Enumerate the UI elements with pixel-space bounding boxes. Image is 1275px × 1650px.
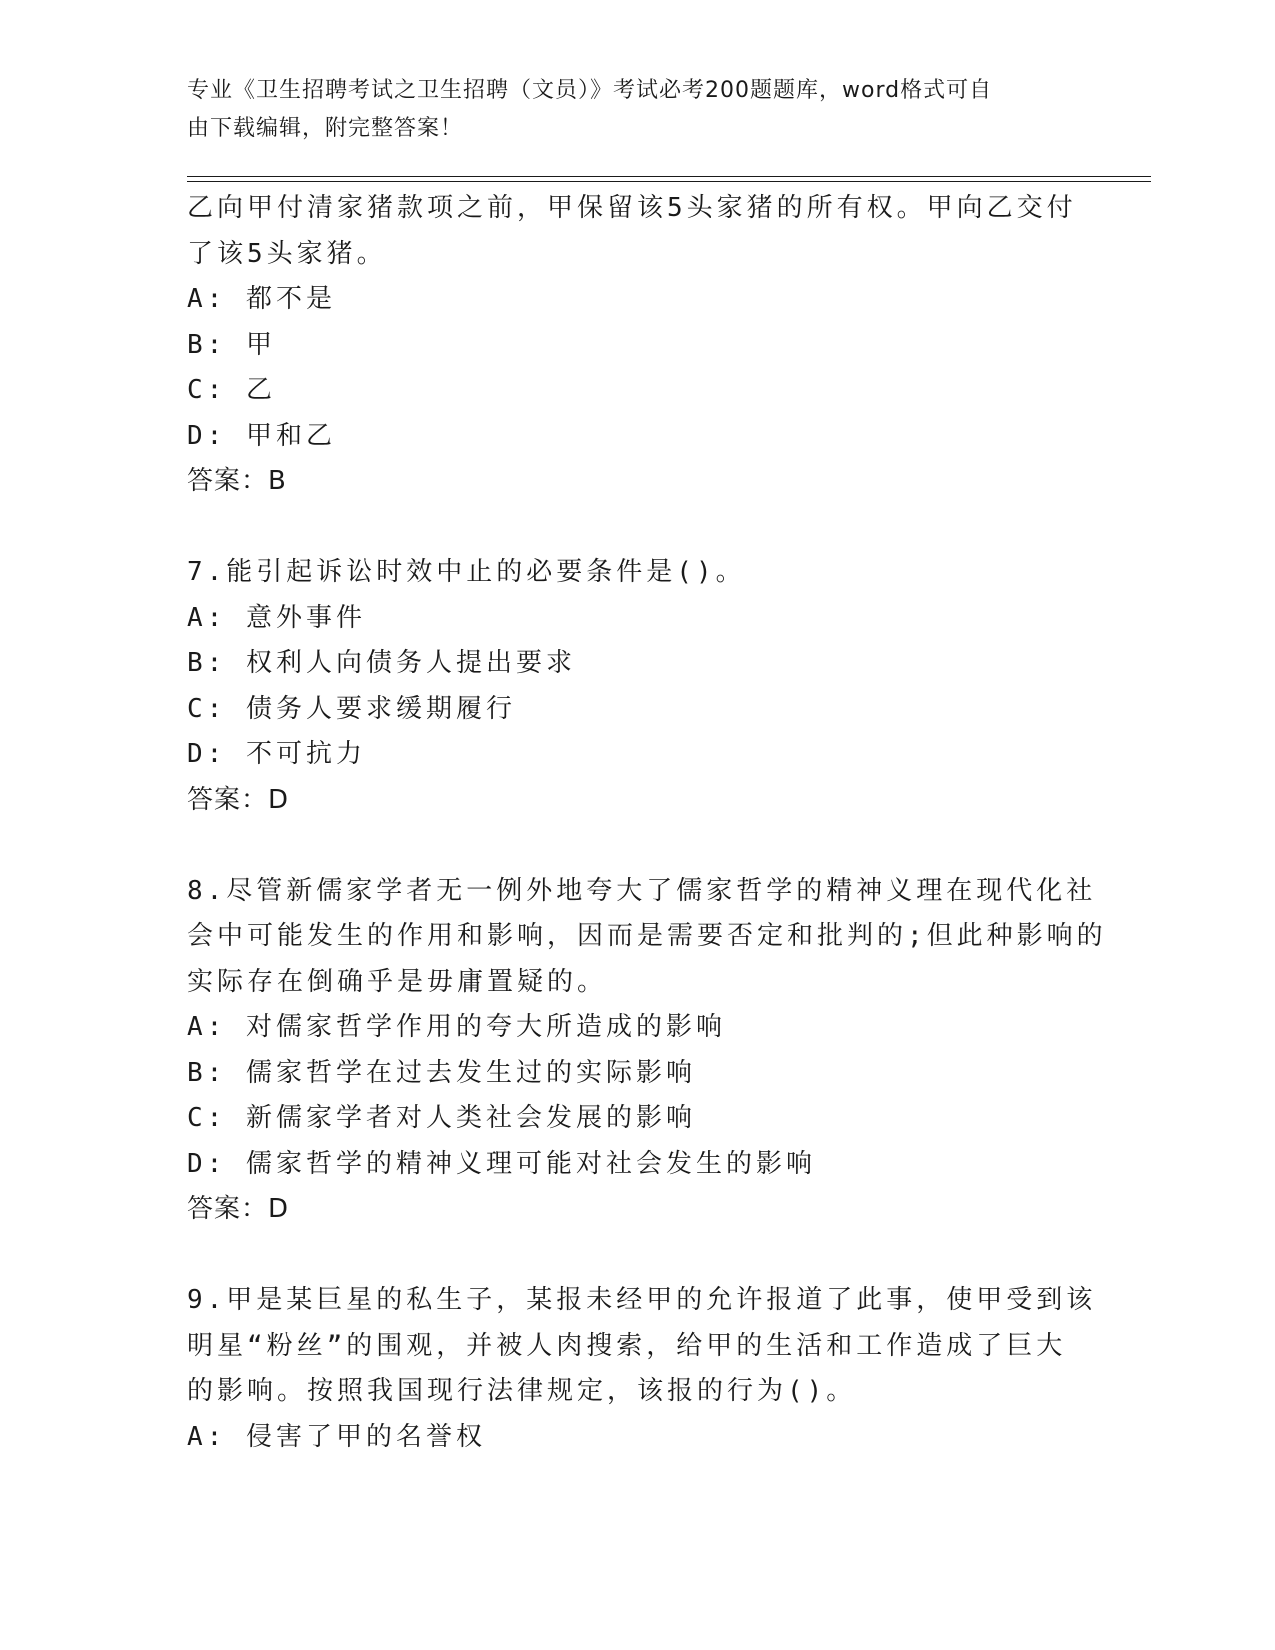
document-header xyxy=(187,72,1067,148)
option-d: D: 儒家哲学的精神义理可能对社会发生的影响 xyxy=(187,1148,816,1179)
question-text: 了该5头家猪。 xyxy=(187,238,387,269)
header-line-2: 由下载编辑，附完整答案！ xyxy=(187,116,464,141)
option-c: C: 债务人要求缓期履行 xyxy=(187,693,516,724)
option-a: A: 意外事件 xyxy=(187,602,366,633)
question-6-continued xyxy=(187,186,1077,505)
option-b: B: 甲 xyxy=(187,329,276,360)
option-b: B: 儒家哲学在过去发生过的实际影响 xyxy=(187,1057,696,1088)
header-line-1: 专业《卫生招聘考试之卫生招聘（文员）》考试必考200题题库，word格式可自 xyxy=(187,78,993,103)
question-text: 9.甲是某巨星的私生子，某报未经甲的允许报道了此事，使甲受到该 xyxy=(187,1285,1097,1315)
option-d: D: 不可抗力 xyxy=(187,739,366,769)
question-text: 会中可能发生的作用和影响，因而是需要否定和批判的;但此种影响的 xyxy=(187,921,1107,951)
header-divider-bottom xyxy=(187,181,1151,182)
question-spacer xyxy=(187,1233,1067,1279)
question-text: 乙向甲付清家猪款项之前，甲保留该5头家猪的所有权。甲向乙交付 xyxy=(187,193,1077,223)
answer-line: 答案：B xyxy=(187,466,287,496)
question-text: 的影响。按照我国现行法律规定，该报的行为()。 xyxy=(187,1376,857,1406)
answer-line: 答案：D xyxy=(187,1194,290,1224)
question-text: 7.能引起诉讼时效中止的必要条件是()。 xyxy=(187,557,746,587)
option-a: A: 都不是 xyxy=(187,284,336,314)
header-divider-top xyxy=(187,176,1151,177)
option-c: C: 新儒家学者对人类社会发展的影响 xyxy=(187,1103,696,1133)
question-text: 实际存在倒确乎是毋庸置疑的。 xyxy=(187,966,608,997)
question-text: 明星“粉丝”的围观，并被人肉搜索，给甲的生活和工作造成了巨大 xyxy=(187,1330,1067,1361)
question-spacer xyxy=(187,505,1067,551)
question-text: 8.尽管新儒家学者无一例外地夸大了儒家哲学的精神义理在现代化社 xyxy=(187,875,1097,906)
question-list xyxy=(187,186,1107,1460)
question-7 xyxy=(187,550,1067,823)
answer-line: 答案：D xyxy=(187,784,290,815)
question-9 xyxy=(187,1278,1097,1460)
option-a: A: 对儒家哲学作用的夸大所造成的影响 xyxy=(187,1012,726,1042)
option-a: A: 侵害了甲的名誉权 xyxy=(187,1421,486,1452)
option-b: B: 权利人向债务人提出要求 xyxy=(187,648,576,678)
question-spacer xyxy=(187,823,1067,869)
option-c: C: 乙 xyxy=(187,375,276,405)
option-d: D: 甲和乙 xyxy=(187,420,336,451)
question-8 xyxy=(187,869,1107,1233)
